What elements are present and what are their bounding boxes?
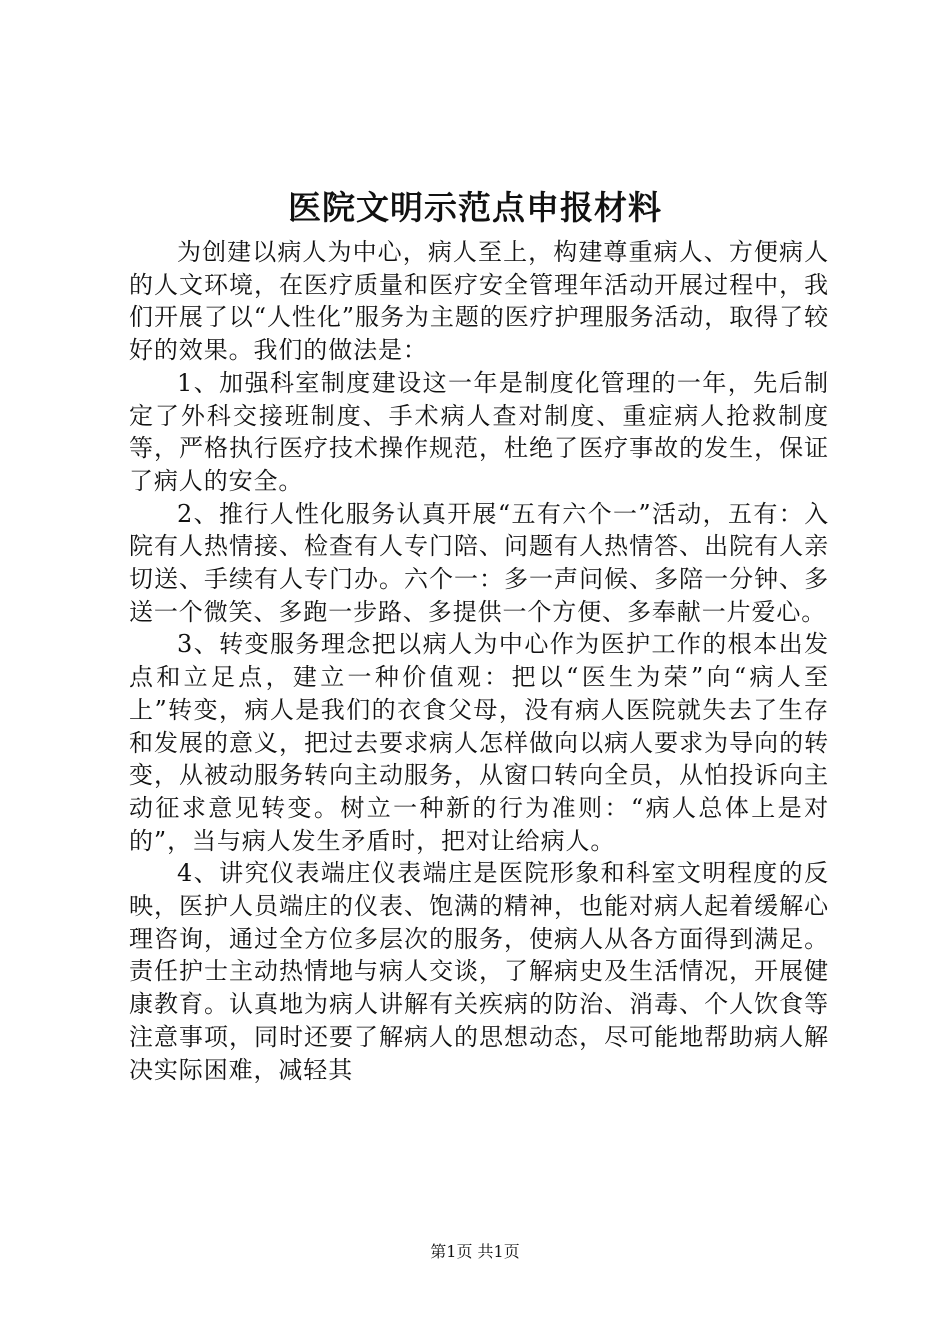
document-body: [129, 236, 829, 1086]
paragraph-intro: 为创建以病人为中心，病人至上，构建尊重病人、方便病人的人文环境，在医疗质量和医疗安全管理年活动开展过程中，我们开展了以“人性化”服务为主题的医疗护理服务活动，取得了较好的效果。我们的做法是：: [129, 238, 829, 365]
paragraph-item-3: 3、转变服务理念把以病人为中心作为医护工作的根本出发点和立足点，建立一种价值观：把以“医生为荣”向“病人至上”转变，病人是我们的衣食父母，没有病人医院就失去了生存和发展的意义，把过去要求病人怎样做向以病人要求为导向的转变，从被动服务转向主动服务，从窗口转向全员，从怕投诉向主动征求意见转变。树立一种新的行为准则：“病人总体上是对的”，当与病人发生矛盾时，把对让给病人。: [129, 630, 829, 855]
paragraph-item-1: 1、加强科室制度建设这一年是制度化管理的一年，先后制定了外科交接班制度、手术病人查对制度、重症病人抢救制度等，严格执行医疗技术操作规范，杜绝了医疗事故的发生，保证了病人的安全。: [129, 368, 829, 495]
page-footer: 第1页 共1页: [430, 1242, 520, 1261]
document-title: 医院文明示范点申报材料: [288, 188, 662, 227]
paragraph-item-2: 2、推行人性化服务认真开展“五有六个一”活动，五有：入院有人热情接、检查有人专门陪、问题有人热情答、出院有人亲切送、手续有人专门办。六个一：多一声问候、多陪一分钟、多送一个微笑、多跑一步路、多提供一个方便、多奉献一片爱心。: [129, 499, 829, 626]
paragraph-item-4: 4、讲究仪表端庄仪表端庄是医院形象和科室文明程度的反映，医护人员端庄的仪表、饱满的精神，也能对病人起着缓解心理咨询，通过全方位多层次的服务，使病人从各方面得到满足。责任护士主动热情地与病人交谈，了解病史及生活情况，开展健康教育。认真地为病人讲解有关疾病的防治、消毒、个人饮食等注意事项，同时还要了解病人的思想动态，尽可能地帮助病人解决实际困难，减轻其: [129, 859, 829, 1084]
